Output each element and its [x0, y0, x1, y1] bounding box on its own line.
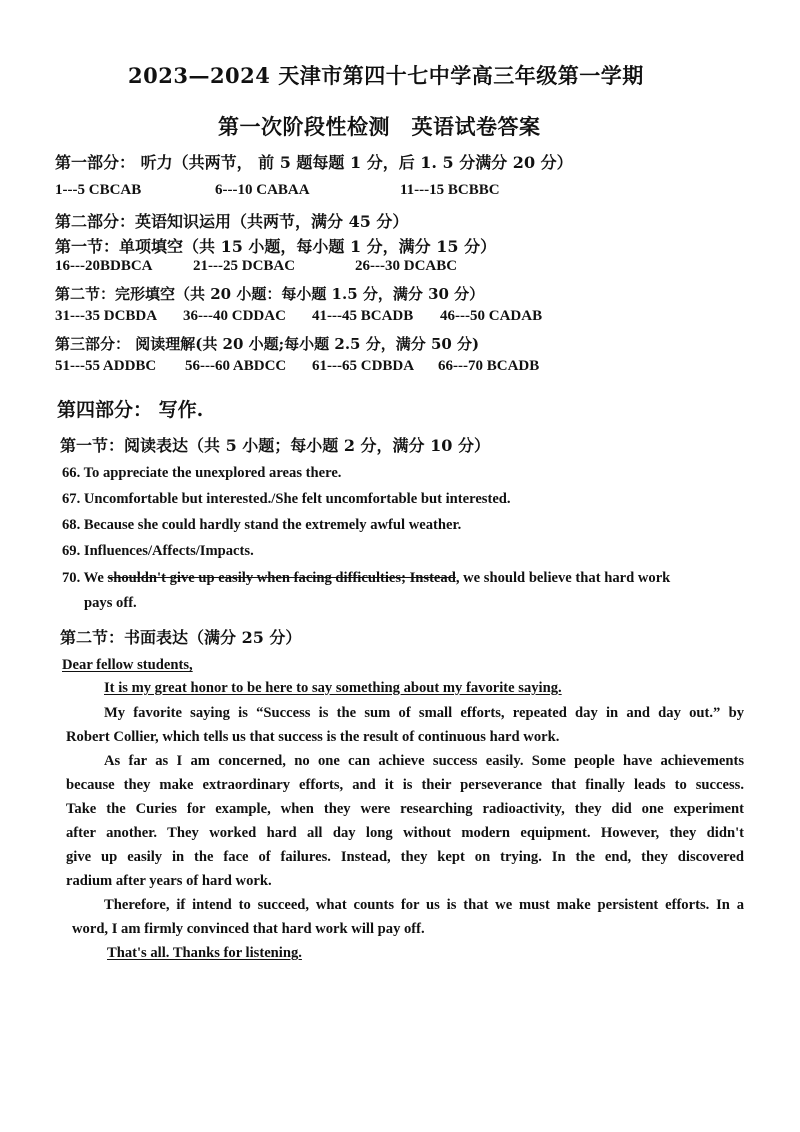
- essay-paragraph-line: My favorite saying is “Success is the sum of small efforts, repeated day in and day out.” by: [104, 705, 744, 721]
- part2-heading: 第二部分：英语知识运用（共两节，满分 45 分）: [55, 212, 409, 231]
- essay-paragraph-line: As far as I am concerned, no one can achieve success easily. Some people have achievements: [104, 753, 744, 769]
- part3-heading: 第三部分： 阅读理解(共 20 小题;每小题 2.5 分，满分 50 分): [55, 335, 480, 353]
- essay-paragraph-line: radium after years of hard work.: [66, 873, 272, 889]
- part1-heading: 第一部分： 听力（共两节， 前 5 题每题 1 分，后 1. 5 分满分 20 分）: [55, 153, 573, 172]
- part1-answer: 11---15 BCBBC: [400, 182, 500, 198]
- essay-salutation: Dear fellow students,: [62, 657, 193, 673]
- page-title: 2023—2024 天津市第四十七中学高三年级第一学期: [128, 63, 644, 88]
- answer-68: 68. Because she could hardly stand the extremely awful weather.: [62, 517, 462, 533]
- part2-section2-answer: 41---45 BCADB: [312, 308, 414, 324]
- part2-section2-answer: 46---50 CADAB: [440, 308, 543, 324]
- essay-closing: That's all. Thanks for listening.: [107, 945, 302, 961]
- essay-paragraph-line: after another. They worked hard all day long without modern equipment. However, they didn't: [66, 825, 744, 841]
- essay-paragraph-line: Take the Curies for example, when they were researching radioactivity, they did one experiment: [66, 801, 744, 817]
- essay-paragraph-line: because they make extraordinary efforts, and it is their perseverance that finally leads to success.: [66, 777, 744, 793]
- essay-paragraph-line: give up easily in the face of failures. Instead, they kept on trying. In the end, they discovered: [66, 849, 744, 865]
- part2-section2-heading: 第二节：完形填空（共 20 小题：每小题 1.5 分，满分 30 分）: [55, 285, 485, 303]
- part4-section2-heading: 第二节：书面表达（满分 25 分）: [60, 628, 302, 647]
- part2-section1-answer: 16---20BDBCA: [55, 258, 153, 274]
- essay-paragraph-line: Robert Collier, which tells us that success is the result of continuous hard work.: [66, 729, 560, 745]
- part3-answer: 61---65 CDBDA: [312, 358, 415, 374]
- part2-section2-answer: 31---35 DCBDA: [55, 308, 158, 324]
- part2-section1-answer: 26---30 DCABC: [355, 258, 458, 274]
- part1-answer: 6---10 CABAA: [215, 182, 310, 198]
- answer-70: [62, 570, 670, 587]
- answer-67: 67. Uncomfortable but interested./She felt uncomfortable but interested.: [62, 491, 511, 507]
- part4-heading: 第四部分： 写作.: [57, 399, 204, 421]
- answer-69: 69. Influences/Affects/Impacts.: [62, 543, 254, 559]
- part1-answer: 1---5 CBCAB: [55, 182, 142, 198]
- answer-70-continued: pays off.: [84, 595, 137, 611]
- part4-section1-heading: 第一节：阅读表达（共 5 小题；每小题 2 分，满分 10 分）: [60, 436, 490, 455]
- part3-answer: 56---60 ABDCC: [185, 358, 287, 374]
- part2-section1-heading: 第一节：单项填空（共 15 小题，每小题 1 分，满分 15 分）: [55, 237, 497, 256]
- answer-70-struck-text: shouldn't give up easily when facing difficulties; Instead: [107, 570, 456, 586]
- essay-opening: It is my great honor to be here to say something about my favorite saying.: [104, 680, 562, 696]
- part2-section2-answer: 36---40 CDDAC: [183, 308, 286, 324]
- part3-answer: 51---55 ADDBC: [55, 358, 157, 374]
- answer-70-start: 70. We: [62, 570, 108, 586]
- part2-section1-answer: 21---25 DCBAC: [193, 258, 296, 274]
- part3-answer: 66---70 BCADB: [438, 358, 540, 374]
- essay-paragraph-line: Therefore, if intend to succeed, what counts for us is that we must make persistent efforts. In a: [104, 897, 744, 913]
- answer-66: 66. To appreciate the unexplored areas there.: [62, 465, 342, 481]
- page-subtitle: 第一次阶段性检测 英语试卷答案: [218, 114, 541, 139]
- answer-70-end: , we should believe that hard work: [455, 570, 671, 586]
- essay-paragraph-line: word, I am firmly convinced that hard work will pay off.: [72, 921, 425, 937]
